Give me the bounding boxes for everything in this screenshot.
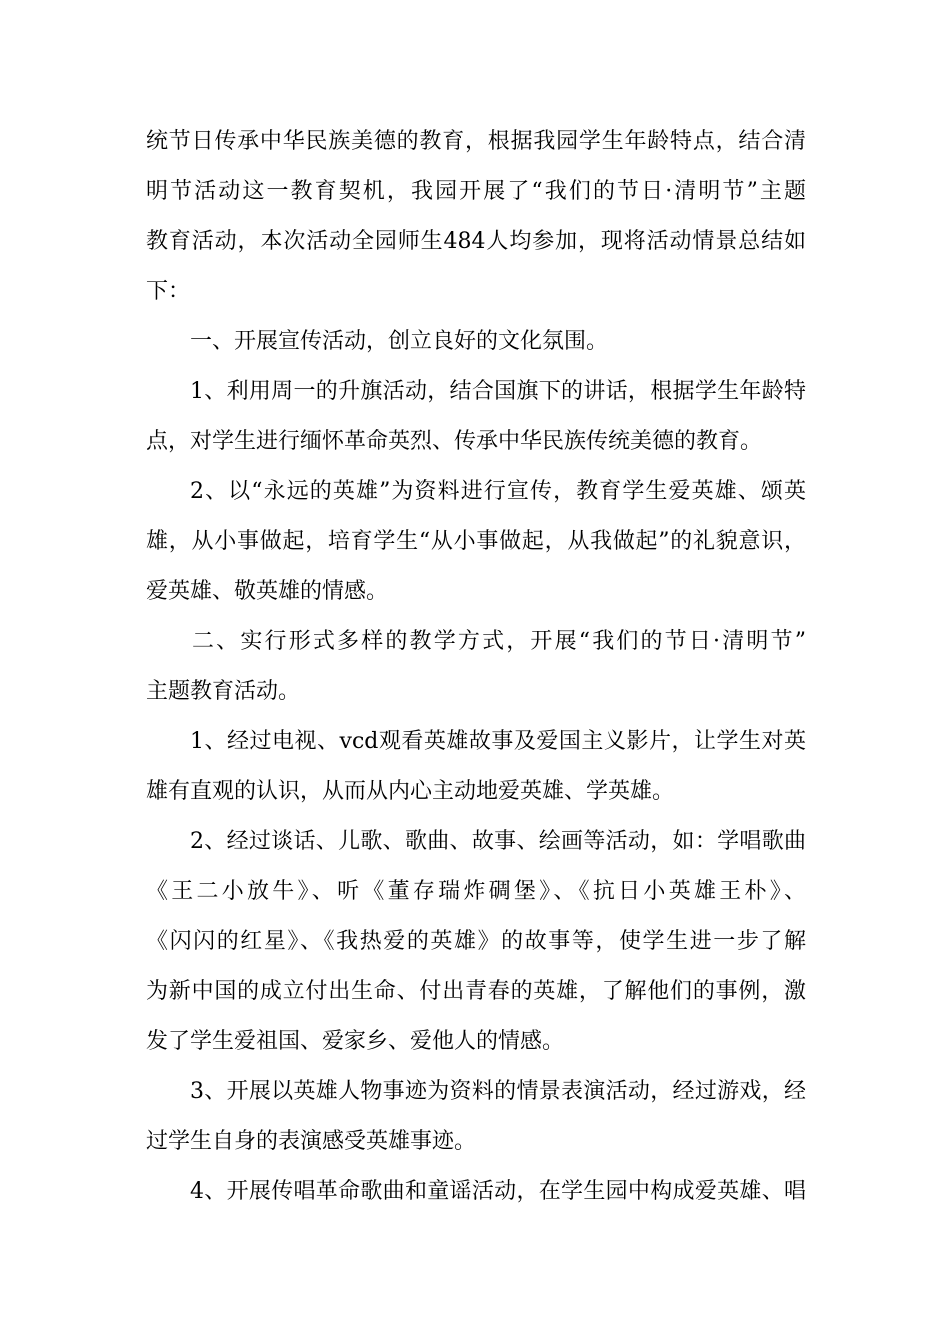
text-line: 雄，从小事做起，培育学生“从小事做起，从我做起”的礼貌意识， bbox=[146, 529, 806, 554]
text-line: 点，对学生进行缅怀革命英烈、传承中华民族传统美德的教育。 bbox=[146, 429, 763, 454]
text-line: 1、利用周一的升旗活动，结合国旗下的讲话，根据学生年龄特 bbox=[190, 379, 806, 404]
text-line: 《王二小放牛》、听《董存瑞炸碉堡》、《抗日小英雄王朴》、 bbox=[146, 879, 806, 904]
text-line: 3、开展以英雄人物事迹为资料的情景表演活动，经过游戏，经 bbox=[190, 1079, 806, 1104]
text-line: 《闪闪的红星》、《我热爱的英雄》的故事等，使学生进一步了解 bbox=[146, 929, 806, 954]
text-line: 过学生自身的表演感受英雄事迹。 bbox=[146, 1129, 477, 1154]
text-line: 1、经过电视、vcd观看英雄故事及爱国主义影片，让学生对英 bbox=[190, 729, 806, 754]
text-line: 下： bbox=[146, 279, 191, 304]
section-heading-1: 一、开展宣传活动，创立良好的文化氛围。 bbox=[190, 329, 609, 354]
text-line: 明节活动这一教育契机，我园开展了“我们的节日·清明节”主题 bbox=[146, 179, 806, 204]
section-heading-2: 二、实行形式多样的教学方式，开展“我们的节日·清明节” bbox=[192, 629, 806, 654]
text-line: 2、以“永远的英雄”为资料进行宣传，教育学生爱英雄、颂英 bbox=[190, 479, 806, 504]
text-line: 2、经过谈话、儿歌、歌曲、故事、绘画等活动，如：学唱歌曲 bbox=[190, 829, 806, 854]
text-line: 4、开展传唱革命歌曲和童谣活动，在学生园中构成爱英雄、唱 bbox=[190, 1179, 806, 1204]
text-line: 主题教育活动。 bbox=[146, 679, 301, 704]
text-line: 雄有直观的认识，从而从内心主动地爱英雄、学英雄。 bbox=[146, 779, 675, 804]
text-line: 爱英雄、敬英雄的情感。 bbox=[146, 579, 389, 604]
text-line: 发了学生爱祖国、爱家乡、爱他人的情感。 bbox=[146, 1029, 565, 1054]
text-line: 统节日传承中华民族美德的教育，根据我园学生年龄特点，结合清 bbox=[146, 129, 806, 154]
text-line: 为新中国的成立付出生命、付出青春的英雄，了解他们的事例，激 bbox=[146, 979, 806, 1004]
text-line: 教育活动，本次活动全园师生484人均参加，现将活动情景总结如 bbox=[146, 229, 806, 254]
